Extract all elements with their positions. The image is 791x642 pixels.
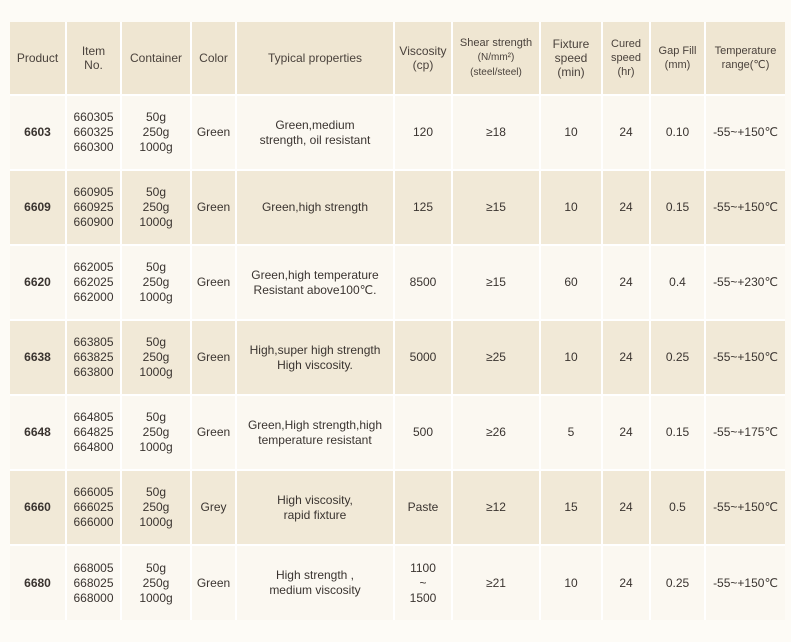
temperature-range-value-text: -55~+175℃ [713,425,778,439]
container-sizes [121,170,191,245]
product-code [10,95,66,170]
gap-fill-value [650,245,705,320]
product-code-text: 6603 [24,125,51,139]
fixture-speed-value [540,245,602,320]
color-value-text: Green [196,275,231,289]
item-numbers-text: 662005 [73,260,114,274]
temperature-range-value-text: -55~+150℃ [713,500,778,514]
viscosity-value [394,170,452,245]
typical-properties-text: strength, oil resistant [259,132,371,147]
shear-strength-value-text: ≥18 [486,125,506,139]
cured-speed-value [602,545,650,620]
table-row [10,470,785,545]
shear-strength-value [452,395,540,470]
viscosity-value-text: Paste [407,500,439,514]
color-value [191,95,236,170]
item-numbers-text: 660325 [73,125,114,139]
item-numbers-text: 666000 [73,515,114,529]
typical-properties-text: Green,High strength,high [247,417,383,432]
cured-speed-value [602,170,650,245]
viscosity-value [394,320,452,395]
temperature-range-value [705,470,785,545]
container-sizes [121,245,191,320]
header-row [10,22,785,95]
container-sizes-text: 1000g [139,365,173,379]
header-shear-strength: Shear strength (N/mm²) (steel/steel) [452,22,540,95]
viscosity-value-text: 5000 [409,350,437,364]
typical-properties [236,545,394,620]
container-sizes-text: 250g [142,200,170,214]
item-numbers-text: 668005 [73,560,114,575]
viscosity-value-text: ~ [419,575,427,590]
gap-fill-value [650,545,705,620]
item-numbers-text: 668000 [73,590,114,605]
item-numbers-text: 660300 [73,140,114,154]
shear-strength-value-text: ≥25 [486,350,506,364]
container-sizes-text: 250g [142,275,170,289]
cured-speed-value [602,395,650,470]
item-numbers [66,320,121,395]
container-sizes-text: 250g [142,500,170,514]
container-sizes-text: 50g [145,185,167,199]
cured-speed-value [602,245,650,320]
container-sizes-text: 50g [145,485,167,499]
typical-properties [236,245,394,320]
temperature-range-value-text: -55~+150℃ [713,575,778,590]
product-code [10,545,66,620]
typical-properties-text: medium viscosity [269,583,361,597]
container-sizes-text: 1000g [139,440,173,454]
header-color: Color [191,22,236,95]
typical-properties-text: High,super high strength [249,342,381,357]
container-sizes [121,395,191,470]
color-value-text: Grey [200,500,227,514]
item-numbers [66,245,121,320]
item-numbers-text: 660305 [73,110,114,124]
cured-speed-value [602,470,650,545]
header-cured-speed: Cured speed (hr) [602,22,650,95]
viscosity-value-text: 125 [412,200,434,214]
temperature-range-value-text: -55~+150℃ [713,125,778,139]
item-numbers-text: 660900 [73,215,114,229]
temperature-range-value-text: -55~+150℃ [713,350,778,364]
color-value-text: Green [196,425,231,439]
typical-properties-text: Resistant above100℃. [253,282,377,297]
fixture-speed-value [540,470,602,545]
gap-fill-value-text: 0.4 [669,275,686,289]
shear-strength-value [452,320,540,395]
item-numbers-text: 663805 [73,335,114,349]
cured-speed-value-text: 24 [619,575,633,590]
product-code [10,320,66,395]
color-value [191,395,236,470]
container-sizes-text: 1000g [139,290,173,304]
shear-strength-value [452,245,540,320]
typical-properties [236,320,394,395]
temperature-range-value [705,95,785,170]
color-value [191,470,236,545]
item-numbers [66,470,121,545]
item-numbers [66,545,121,620]
viscosity-value [394,245,452,320]
typical-properties-text: rapid fixture [283,507,347,522]
item-numbers-text: 666005 [73,485,114,499]
fixture-speed-value [540,95,602,170]
item-numbers-text: 660925 [73,200,114,214]
temperature-range-value-text: -55~+150℃ [713,200,778,214]
typical-properties-text: temperature resistant [258,432,372,447]
product-code [10,245,66,320]
shear-strength-value [452,470,540,545]
gap-fill-value-text: 0.15 [665,200,690,214]
item-numbers-text: 666025 [73,500,114,514]
fixture-speed-value-text: 15 [564,500,578,514]
typical-properties-text: Green,high temperature [251,267,379,282]
item-numbers-text: 664800 [73,440,114,454]
shear-strength-value-text: ≥15 [486,275,506,289]
container-sizes [121,545,191,620]
fixture-speed-value [540,545,602,620]
item-numbers-text: 664805 [73,410,114,424]
item-numbers-text: 662025 [73,275,114,289]
header-fixture-speed: Fixture speed (min) [540,22,602,95]
product-code-text: 6638 [24,350,51,364]
table-row [10,170,785,245]
container-sizes [121,95,191,170]
shear-strength-value [452,170,540,245]
container-sizes-text: 1000g [139,140,173,154]
shear-strength-value-text: ≥26 [486,425,506,439]
item-numbers-text: 668025 [73,575,114,590]
typical-properties-text: High strength , [275,568,355,582]
gap-fill-value-text: 0.10 [665,125,690,139]
spec-table-container [10,22,785,632]
shear-strength-value-text: ≥12 [486,500,506,514]
temperature-range-value [705,245,785,320]
cured-speed-value-text: 24 [619,200,633,214]
color-value [191,320,236,395]
header-item-no: Item No. [66,22,121,95]
item-numbers-text: 662000 [73,290,114,304]
product-code [10,170,66,245]
table-row [10,545,785,620]
gap-fill-value [650,170,705,245]
table-row [10,95,785,170]
product-code-text: 6660 [24,500,51,514]
gap-fill-value [650,470,705,545]
item-numbers-text: 660905 [73,185,114,199]
viscosity-value [394,470,452,545]
item-numbers-text: 664825 [73,425,114,439]
container-sizes-text: 250g [142,350,170,364]
container-sizes-text: 50g [145,335,167,349]
container-sizes-text: 50g [145,110,167,124]
gap-fill-value-text: 0.25 [665,350,690,364]
product-code-text: 6609 [24,200,51,214]
item-numbers [66,95,121,170]
color-value-text: Green [196,200,231,214]
container-sizes-text: 250g [142,425,170,439]
container-sizes-text: 1000g [139,215,173,229]
shear-strength-value-text: ≥15 [486,200,506,214]
gap-fill-value-text: 0.25 [665,575,690,590]
fixture-speed-value-text: 10 [564,125,578,139]
table-row [10,245,785,320]
cured-speed-value [602,95,650,170]
shear-strength-value-text: ≥21 [486,575,506,590]
temperature-range-value [705,320,785,395]
viscosity-value-text: 1500 [409,590,437,605]
cured-speed-value [602,320,650,395]
typical-properties [236,170,394,245]
header-container: Container [121,22,191,95]
container-sizes-text: 1000g [139,515,173,529]
typical-properties [236,95,394,170]
product-code [10,470,66,545]
typical-properties-text: High viscosity. [277,357,353,372]
color-value-text: Green [196,575,231,590]
cured-speed-value-text: 24 [619,125,633,139]
cured-speed-value-text: 24 [619,500,633,514]
product-code-text: 6680 [24,575,51,590]
temperature-range-value-text: -55~+230℃ [713,275,778,289]
fixture-speed-value [540,170,602,245]
container-sizes-text: 1000g [139,590,173,605]
viscosity-value-text: 120 [412,125,434,139]
gap-fill-value [650,320,705,395]
typical-properties-text: Green,medium [275,117,355,132]
container-sizes-text: 50g [145,410,167,424]
product-code [10,395,66,470]
table-row [10,320,785,395]
shear-strength-value [452,545,540,620]
color-value-text: Green [196,350,231,364]
cured-speed-value-text: 24 [619,275,633,289]
fixture-speed-value-text: 60 [564,275,578,289]
typical-properties [236,395,394,470]
header-viscosity: Viscosity (cp) [394,22,452,95]
item-numbers-text: 663800 [73,365,114,379]
item-numbers-text: 663825 [73,350,114,364]
container-sizes-text: 250g [142,575,170,590]
container-sizes [121,470,191,545]
header-gap-fill: Gap Fill (mm) [650,22,705,95]
container-sizes-text: 250g [142,125,170,139]
spec-table-body [10,95,785,620]
product-spec-table [10,22,785,620]
fixture-speed-value-text: 10 [564,200,578,214]
table-row [10,395,785,470]
color-value [191,170,236,245]
header-typical-properties: Typical properties [236,22,394,95]
color-value-text: Green [196,125,231,139]
color-value [191,545,236,620]
temperature-range-value [705,545,785,620]
product-code-text: 6620 [24,275,51,289]
color-value [191,245,236,320]
viscosity-value [394,95,452,170]
viscosity-value-text: 8500 [409,275,437,289]
fixture-speed-value [540,320,602,395]
gap-fill-value-text: 0.5 [669,500,686,514]
gap-fill-value-text: 0.15 [665,425,690,439]
cured-speed-value-text: 24 [619,425,633,439]
item-numbers [66,170,121,245]
temperature-range-value [705,170,785,245]
header-product: Product [10,22,66,95]
header-temperature-range: Temperature range(℃) [705,22,785,95]
cured-speed-value-text: 24 [619,350,633,364]
container-sizes-text: 50g [145,260,167,274]
typical-properties [236,470,394,545]
container-sizes-text: 50g [145,560,167,575]
fixture-speed-value [540,395,602,470]
fixture-speed-value-text: 5 [567,425,575,439]
gap-fill-value [650,95,705,170]
fixture-speed-value-text: 10 [564,350,578,364]
container-sizes [121,320,191,395]
viscosity-value [394,395,452,470]
viscosity-value-text: 1100 [410,560,436,575]
product-code-text: 6648 [24,425,51,439]
gap-fill-value [650,395,705,470]
item-numbers [66,395,121,470]
shear-strength-value [452,95,540,170]
viscosity-value-text: 500 [412,425,434,439]
typical-properties-text: Green,high strength [261,200,369,214]
temperature-range-value [705,395,785,470]
typical-properties-text: High viscosity, [277,492,353,507]
fixture-speed-value-text: 10 [564,575,578,590]
viscosity-value [394,545,452,620]
